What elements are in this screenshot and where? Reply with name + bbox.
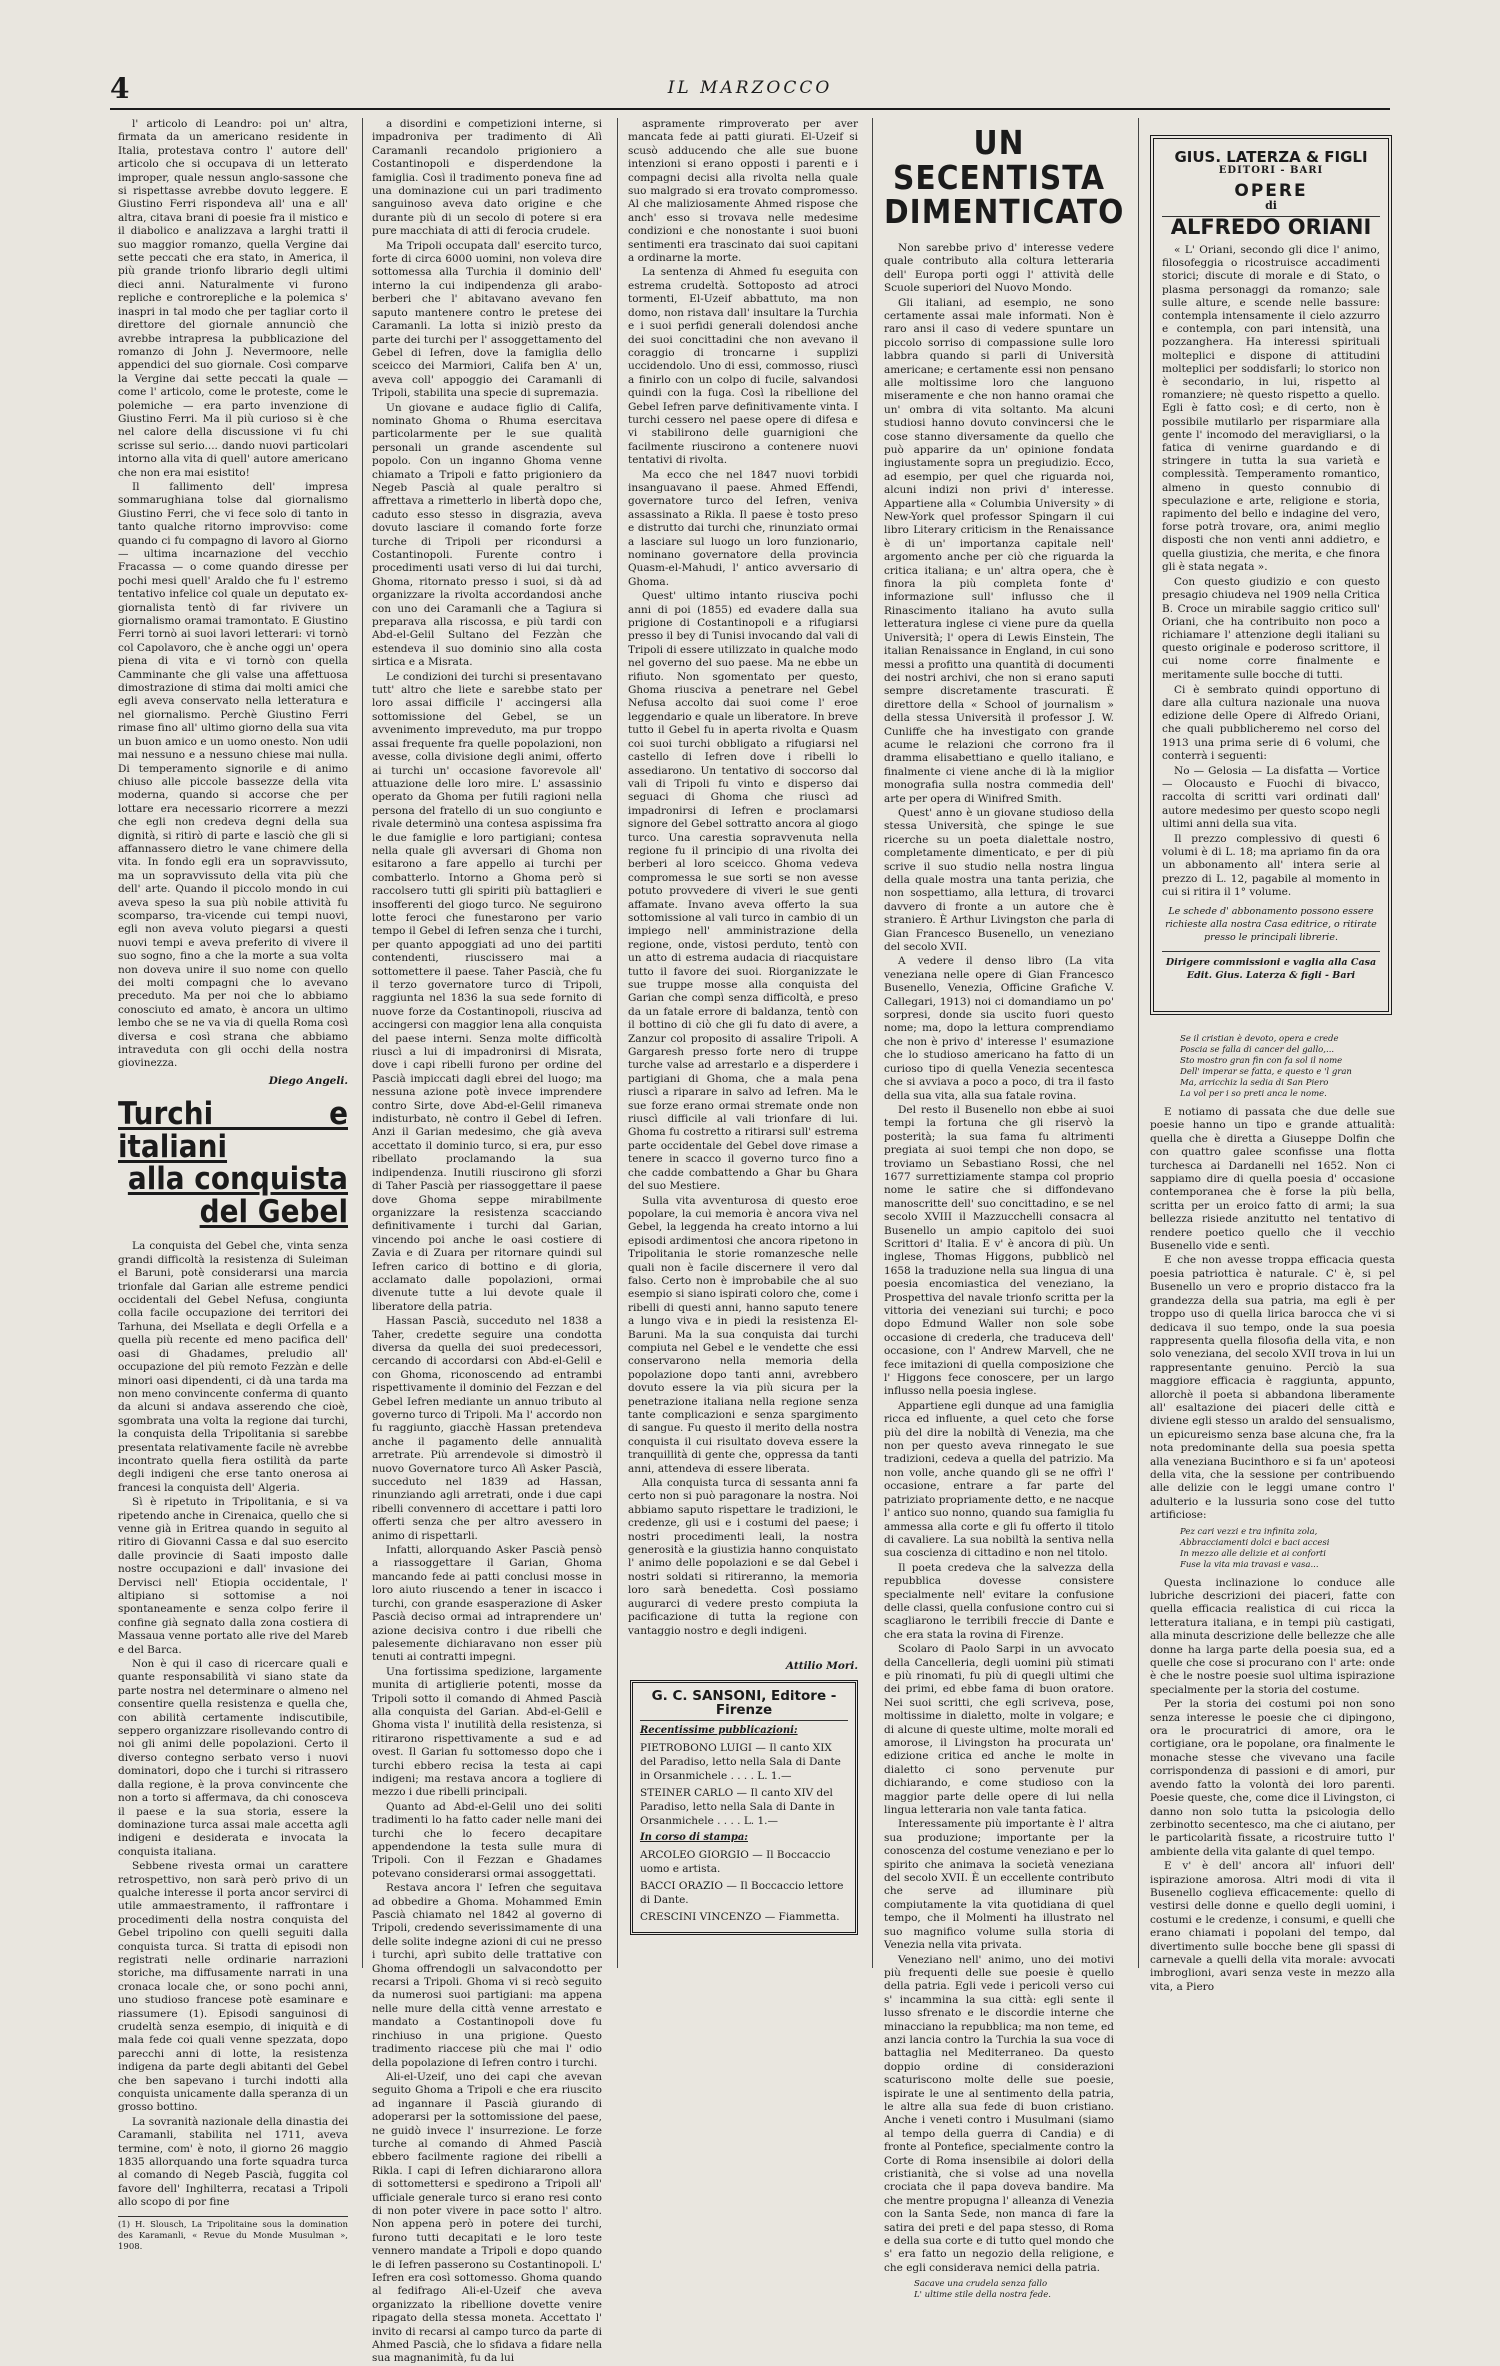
article-paragraph: Sebbene rivesta ormai un carattere retrospettivo, non sarà però privo di un qualche interesse il porta ancor servirci di utile ammaestramento, il raffrontare i procedimenti della nostra conquista del Gebel tripolino con quelli seguiti dalla conquista turca. Si tratta di episodi non registrati nelle ordinarie narrazioni storiche, ma diffusamente narrati in una cronaca locale che, or sono pochi anni, uno studioso francese potè esaminare e riassumere (1). Episodi sanguinosi di crudeltà senza esempio, di iniquità e di mala fede coi quali venne spezzata, dopo parecchi anni di lotte, la resistenza indigena da parte degli abitanti del Gebel che ben sapevano i turchi indotti alla conquista unicamente dalla speranza di un grosso bottino. (118, 1860, 348, 2114)
article-paragraph: Il poeta credeva che la salvezza della repubblica dovesse consistere specialmente nell' evitare la confusione delle classi, quella confusione contro cui si scagliarono le terribili freccie di Dante e che era stata la rovina di Firenze. (884, 1561, 1114, 1641)
ad-publisher: G. C. SANSONI, Editore - Firenze (640, 1689, 848, 1721)
advertisement-laterza (1150, 135, 1392, 1015)
article-paragraph: Veneziano nell' animo, uno dei motivi più frequenti delle sue poesie è quello della patria. Egli vede i pericoli verso cui s' incammina la sua città: egli sente il lusso sfrenato e le discordie interne che minacciano la repubblica; ma non teme, ed anzi lancia contro la Turchia la sua voce di battaglia nel Mediterraneo. Da questo doppio ordine di considerazioni scaturiscono molte delle sue poesie, ispirate le une al sentimento della patria, le altre alla sua fede di buon cristiano. Anche i veneti contro i Musulmani (siamo al tempo della guerra di Candia) e di fronte al Pontefice, specialmente contro la Corte di Roma insensibile ai dolori della cristianità, che si volse ad una novella crociata che il papa doveva bandire. Ma che mentre propugna l' alleanza di Venezia con la Santa Sede, non manca di fare la satira dei preti e del papa stesso, di Roma e della sua corte e di tutto quel mondo che s' era fatto un negozio della religione, e che egli considerava nemici della patria. (884, 1953, 1114, 2274)
article-paragraph: La conquista del Gebel che, vinta senza grandi difficoltà la resistenza di Suleiman el Baruni, potè considerarsi una marcia trionfale dal Garian alle estreme pendici occidentali del Gebel Nefusa, congiunta colla facile occupazione dei territori dei Tarhuna, dei Msellata e degli Orfella e a quella più recente ed meno pacifica dell' oasi di Ghadames, preludio all' occupazione del più remoto Fezzàn e delle minori oasi dipendenti, ci dà una tarda ma non meno convincente conferma di quanto da alcuni si andava asserendo che cioè, sgombrata una volta la regione dai turchi, la conquista della Tripolitania si sarebbe presentata relativamente facile nè avrebbe incontrato quella fiera ostilità da parte degli indigeni che erse tanto onerosa ai francesi la conquista dell' Algeria. (118, 1240, 348, 1494)
verse-line: Pez cari vezzi e tra infinita zola, (1180, 1526, 1318, 1537)
article-paragraph: Quest' ultimo intanto riusciva pochi anni di poi (1855) ed evadere dalla sua prigione di Costantinopoli e a rifugiarsi presso il bey di Tunisi invocando dal vali di Tripoli di essere utilizzato in qualche modo nel governo del suo paese. Ma ne ebbe un rifiuto. Non sgomentato per questo, Ghoma riusciva a penetrare nel Gebel Nefusa accolto dai suoi come l' eroe leggendario e quale un liberatore. In breve tutto il Gebel fu in aperta rivolta e Quasm coi suoi turchi obbligato a rifugiarsi nel castello di Iefren dove i ribelli lo assediarono. Un tentativo di soccorso dal vali di Tripoli fu vinto e disperso dai seguaci di Ghoma che riuscì ad impadronirsi di Iefren e proclamarsi signore del Gebel sottratto ancora al giogo turco. Una carestia sopravvenuta nella regione fu il principio di una rivolta dei berberi al loro sceicco. Ghoma vedeva compromessa le sue sorti se non avesse potuto provvedere di viveri le sue genti affamate. Invano aveva offerto la sua sottomissione al vali turco in cambio di un impiego nell' amministrazione della regione, onde, vistosi perduto, tentò con un atto di estrema audacia di riacquistare tutto il favore dei suoi. Riorganizzate le sue truppe mosse alla conquista del Garian che compì senza difficoltà, e preso da un fatale errore di baldanza, tentò con il bottino di ciò che gli fu dato di avere, a Zanzur col proposito di assalire Tripoli. A Gargaresh presso forte nero di truppe turche valse ad arrestarlo e a disperdere i partigiani di Ghoma, che a mala pena riuscì a riparare in salvo ad Iefren. Ma le sue forze erano ormai stremate onde non riuscì difficile al vali trionfare di lui. Ghoma fu costretto a ritirarsi sull' estrema parte occidentale del Gebel dove rimase a tenere in scacco il governo turco fino a che cadde combattendo a Ghar bu Ghara del suo Mestiere. (628, 590, 859, 1193)
article-paragraph: Questa inclinazione lo conduce alle lubriche descrizioni dei piaceri, fatte con quella efficacia realistica di cui ricca la letteratura italiana, e in tempi più castigati, alla minuta descrizione delle bellezze che alle donne ha larga parte della poesia sua, ed a quelle che cose si procurano con l' arte: onde è che le nostre poesie suol ultima ispirazione specialmente per la storia del costume. (1150, 1576, 1395, 1696)
article-paragraph: Ali-el-Uzeif, uno dei capi che avevan seguito Ghoma a Tripoli e che era riuscito ad ingannare il Pascià giurando di adoperarsi per la sottomissione del paese, ne guidò invece l' insurrezione. Le forze turche al comando di Ahmed Pascià ebbero facilmente ragione dei ribelli a Rikla. I capi di Iefren dichiararono allora di sottomettersi e spedirono a Tripoli all' ufficiale generale turco si erano resi conto di non poter vivere in pace sotto l' altro. Non appena però in potere dei turchi, furono tutti decapitati e le loro teste vennero mandate a Tripoli e dopo quando le di Iefren passerono su Costantinopoli. L' Iefren era così sottomesso. Ghoma quando al fedifrago Ali-el-Uzeif che aveva organizzato la ribellione dovette venire ripagato della stessa moneta. Accettato l' invito di recarsi al campo turco da parte di Ahmed Pascià, che lo sfidava a fidare nella sua magnanimità, fu da lui (372, 2070, 602, 2365)
article-paragraph: Non è qui il caso di ricercare quali e quante responsabilità vi siano state da parte nostra nel determinare o almeno nel consentire quella resistenza e quella che, con abilità certamente indiscutibile, seppero organizzare risollevando contro di noi gli animi delle popolazioni. Certo il diverso contegno serbato verso i nuovi dominatori, dopo che i turchi si ritrassero dalla regione, è la prova convincente che non a torto si affermava, da chi conosceva il paese e la sua storia, essere la dominazione turca assai male accetta agli indigeni e desiderata e invocata la conquista italiana. (118, 1658, 348, 1858)
verse-quote (1180, 1527, 1395, 1571)
column-divider (1138, 118, 1139, 1968)
header-rule (110, 108, 1390, 110)
article-paragraph: A vedere il denso libro (La vita veneziana nelle opere di Gian Francesco Busenello, Venezia, Officine Grafiche V. Callegari, 1913) noi ci domandiamo un po' sorpresi, donde sia uscito fuori questo nome; ma, dopo la lettura comprendiamo che non è privo d' interesse l' esumazione che lo studioso americano ha fatto di un curioso tipo di quella Venezia secentesca che si avviava a poco a poco, di tra il fasto della sua vita, alla sua fatale rovina. (884, 955, 1114, 1102)
ad-paragraph: No — Gelosia — La disfatta — Vortice — Olocausto e Fuochi di bivacco, raccolta di scritti vari ordinati dall' autore medesimo per questo scopo negli ultimi anni della sua vita. (1162, 764, 1380, 830)
ad-opere-label: OPERE (1234, 181, 1308, 202)
ad-footer: Dirigere commissioni e vaglia alla Casa Edit. Gius. Laterza & figli - Bari (1162, 951, 1380, 982)
verse-line: Poscia se falla di cancer del gallo,... (1180, 1045, 1335, 1055)
verse-line: L' ultime stile della nostra fede. (914, 2290, 1051, 2301)
article-signature: Diego Angeli. (268, 1074, 348, 1087)
ad-note: Le schede d' abbonamento possono essere richieste alla nostra Casa editrice, o ritirate presso le principali librerie. (1165, 905, 1377, 944)
article-paragraph: Interessamente più importante è l' altra sua produzione; importante per la conoscenza del costume veneziano e per lo spirito che animava la società veneziana del secolo XVII. È un eccellente contributo che serve ad illuminare più compiutamente la vita quotidiana di quel tempo, che il Molmenti ha illustrato nel suo magnifico volume sulla storia di Venezia nella vita privata. (884, 1818, 1114, 1952)
ad-paragraph: Con questo giudizio e con questo presagio chiudeva nel 1909 nella Critica B. Croce un mirabile saggio critico sull' Oriani, che ha contribuito non poco a richiamare l' attenzione degli italiani su questo originale e poderoso scrittore, il cui nome corre finalmente e meritamente sulle bocche di tutti. (1162, 576, 1380, 681)
article-signature: Attilio Mori. (785, 1660, 858, 1672)
ad-paragraph: Ci è sembrato quindi opportuno di dare alla cultura nazionale una nuova edizione delle Opere di Alfredo Oriani, che quali pubblicheremo nel corso del 1913 una prima serie di 6 volumi, che conterrà i seguenti: (1162, 683, 1380, 762)
article-paragraph: Infatti, allorquando Asker Pascià pensò a riassoggettare il Garian, Ghoma mancando fede ai patti conclusi mosse in loro aiuto riuscendo a tener in iscacco i turchi, con grande esasperazione di Asker Pascià deciso ormai ad intraprendere un' azione decisiva contro i due ribelli che palesemente dichiaravano non esser più tenuti ai contratti impegni. (372, 1544, 602, 1664)
article-paragraph: Scolaro di Paolo Sarpi in un avvocato della Cancelleria, degli uomini più stimati e più rinomati, fu più di quegli ultimi che dei primi, ed ebbe fama di buon oratore. Nei suoi scritti, che egli scriveva, pose, moltissime in dialetto, molte in volgare; e di alcune di queste ultime, molte morali ed amorose, il Livingston ha procurata un' edizione critica ed anche le molte in dialetto ci sono pervenute pur dichiarando, e come studioso con la maggior parte delle opere di lui nella lingua letteraria non vale tanta fatica. (884, 1643, 1114, 1817)
advertisement-sansoni (630, 1680, 858, 1935)
headline-line: alla conquista del Gebel (127, 1161, 348, 1230)
column-2 (372, 118, 602, 2365)
article-paragraph: Alla conquista turca di sessanta anni fa certo non si può paragonare la nostra. Noi abbiamo saputo rispettare le tradizioni, le credenze, gli usi e i costumi del paese; i nostri procedimenti leali, la nostra generosità e la giustizia hanno conquistato l' animo delle popolazioni e se dal Gebel i nostri soldati si ritireranno, la memoria loro sarà benedetta. Così possiamo augurarci di vedere presto compiuta la pacificazione di tutta la regione con vantaggio nostro e degli indigeni. (628, 1477, 858, 1637)
ad-section-label: Recentissime pubblicazioni: (640, 1725, 798, 1736)
article-paragraph: Sì è ripetuto in Tripolitania, e si va ripetendo anche in Cirenaica, quello che si venne già in Eritrea quando in seguito al ritiro di Giovanni Cassa e dal suo esercito dalle provincie di Saati imposto dalle nostre occupazioni e dall' invasione dei Dervisci nell' Etiopia occidentale, l' altipiano si sottomise a noi spontaneamente e senza colpo ferire il confine già segnato dalla zona costiera di Massaua venne portato alle rive del Mareb e del Barca. (118, 1496, 348, 1656)
article-paragraph: E che non avesse troppa efficacia questa poesia patriottica è naturale. C' è, si pel Busenello un vero e proprio distacco fra la grandezza della sua patria, ma egli è per troppo uso di quella lirica barocca che vi si dedicava il suo tempo, onde la sua poesia rappresenta quella filosofia della vita, e non solo veneziana, del secolo XVII trova in lui un rappresentante genuino. Perciò la sua maggiore efficacia è raggiunta, appunto, allorchè il poeta si abbandona liberamente all' esaltazione dei piaceri delle città e diviene egli stesso un araldo del sensualismo, un epicureismo senza base alcuna che, fra la nota predominante della sua poesia spetta alla veneziana Bucinthoro e si fa un' apoteosi della vita, che la sessione per contribuendo alle delizie con le leggi umane contro l' adulterio e la lussuria sono cose del tutto artificiose: (1150, 1254, 1395, 1522)
ad-paragraph: « L' Oriani, secondo gli dice l' animo, filosofeggia o ricostruisce accadimenti storici; discute di morale e di Stato, o plasma personaggi da romanzo; sale sulle alture, e scende nelle bassure: contempla intensamente il cielo azzurro e contempla, con pari intensità, una pozzanghera. Ha interessi spirituali molteplici e dispone di attitudini molteplici per soddisfarli; lo storico non è secondario, in lui, rispetto al romanziere; nè questo rispetto a quello. Egli è fatto così; e di certo, non è possibile mutilarlo per risparmiare alla gente l' incomodo del meravigliarsi, o la fatica di venirne guardando e di stringere in tutta la sua varietà e complessità. Temperamento romantico, almeno in questo connubio di speculazione e arte, religione e storia, rapimento del bello e indagine del vero, forse potrà trovare, ora, animi meglio disposti che non venti anni addietro, e quella giustizia, che merita, e che finora gli è stata negata ». (1162, 244, 1380, 573)
article-paragraph: Il fallimento dell' impresa sommarughiana tolse dal giornalismo Giustino Ferri, che vi fece solo di tanto in tanto qualche ritorno improvviso: come quando ci fu compagno di lavoro al Giorno — ultima incarnazione del vecchio Fracassa — o come quando diresse per pochi mesi quell' Araldo che fu l' estremo tentativo infelice col quale un deputato ex-giornalista tentò di far rivivere un giornalismo oramai tramontato. E Giustino Ferri tornò ai suoi lavori letterari: vi tornò col Capolavoro, che è anche oggi un' opera piena di vita e vi tornò con quella Camminante che gli valse una affettuosa dimostrazione di stima dai molti amici che egli aveva conservato nella letteratura e nel giornalismo. Perchè Giustino Ferri rimase fino all' ultimo giorno della sua vita un buon amico e un uomo onesto. Non udii mai nessuno e a nessuno chiese mai nulla. Di temperamento signorile e di animo chiuso alle piccole bassezze della vita moderna, quando si accorse che per lottare era necessario ricorrere a mezzi che egli non credeva degni della sua dignità, si ritirò di parte e lasciò che gli si affannassero dietro le vane chimere della vita. In fondo egli era un sopravvissuto, ma un sopravvissuto della vita più che dell' arte. Quando il piccolo mondo in cui aveva speso la sua più nobile attività fu scomparso, tra-vicende cui tempi nuovi, egli non aveva voluto piegarsi a questi nuovi tempi e aveva preferito di vivere il suo sogno, fino a che la morte a sua volta non doveva unire il suo nome con quello dei molti compagni che lo avevano preceduto. Ma per noi che lo abbiamo conosciuto ed amato, è ancora un ultimo lembo che se ne va via di quella Roma così diversa e così strana che abbiamo intraveduta con gli occhi della nostra giovinezza. (118, 480, 348, 1070)
article-paragraph: Restava ancora l' Iefren che seguitava ad obbedire a Ghoma. Mohammed Emin Pascià chiamato nel 1842 al governo di Tripoli, credendo severissimamente di una delle solite indegne azioni di cui ne presso i turchi, aprì subito delle trattative con Ghoma offrendogli un salvacondotto per recarsi a Tripoli. Ghoma vi si recò seguito da numerosi suoi partigiani: ma appena nelle mure della città venne arrestato e mandato a Costantinopoli dove fu rinchiuso in una prigione. Questo tradimento riaccese più che mai l' odio della popolazione di Iefren contro i turchi. (372, 1882, 602, 2069)
verse-line: Fuse la vita mia travasi e vasa... (1180, 1559, 1319, 1570)
article-paragraph: Hassan Pascià, succeduto nel 1838 a Taher, credette seguire una condotta diversa da quella dei suoi predecessori, cercando di accordarsi con Abd-el-Gelil e con Ghoma, riconoscendo ad entrambi rispettivamente il dominio del Fezzan e del Gebel Iefren mediante un annuo tributo al governo turco di Tripoli. Ma l' accordo non fu raggiunto, giacchè Hassan pretendeva anche il pagamento delle annualità arretrate. Più arrendevole si dimostrò il nuovo Governatore turco Alì Asker Pascià, succeduto nel 1839 ad Hassan, rinunziando agli arretrati, onde i due capi ribelli convennero di accettare i patti loro offerti senza che per altro avessero in animo di rispettarli. (372, 1315, 602, 1542)
column-4 (884, 118, 1125, 2301)
article-paragraph: Una fortissima spedizione, largamente munita di artiglierie potenti, mosse da Tripoli sotto il comando di Ahmed Pascià alla conquista del Garian. Abd-el-Gelil e Ghoma vista l' inutilità della resistenza, si ritirarono rispettivamente a sud e ad ovest. Il Garian fu sottomesso dopo che i turchi ebbero recisa la testa ai capi indigeni; ma restava ancora a togliere di mezzo i due ribelli principali. (372, 1665, 602, 1799)
ad-book-item: ARCOLEO GIORGIO — Il Boccaccio uomo e artista. (640, 1849, 831, 1875)
article-paragraph: a disordini e competizioni interne, si impadroniva per tradimento di Alì Caramanli recandolo prigioniero a Costantinopoli e disperdendone la famiglia. Così il tradimento poneva fine ad una dominazione cui un pari tradimento sanguinoso aveva dato origine e che durante più di un secolo di potere si era pure macchiata di atti di ferocia crudele. (372, 118, 602, 238)
column-5-text (1150, 1030, 1395, 1993)
page-header (110, 72, 1390, 108)
article-paragraph: Quanto ad Abd-el-Gelil uno dei soliti tradimenti lo ha fatto cader nelle mani dei turchi che lo fecero decapitare appendendone la testa sulle mura di Tripoli. Con il Fezzan e Ghadames potevano considerarsi ormai assoggettati. (372, 1800, 602, 1880)
ad-author: ALFREDO ORIANI (1162, 216, 1380, 234)
column-1 (118, 118, 348, 2252)
newspaper-title: IL MARZOCCO (667, 78, 833, 98)
ad-publisher: GIUS. LATERZA & FIGLI (1174, 148, 1368, 166)
article-paragraph: E v' è dell' ancora all' infuori dell' ispirazione amorosa. Altri modi di vita il Busenello coglieva efficacemente: quello di vestirsi delle donne e quello degli uomini, i costumi e le credenze, i consumi, e quelli che erano chiamati i popolani del tempo, dal divertimento sulle bocche bene gli spassi di carnevale a quelli della vita morale: avvocati imbroglioni, avari senza veste in mezzo alla vita, a Piero (1150, 1860, 1395, 1993)
verse-quote (914, 2279, 1114, 2301)
article-paragraph: Del resto il Busenello non ebbe ai suoi tempi la fortuna che gli riservò la posterità; la sua fama fu altrimenti pregiata ai suoi tempi che non dopo, se troviamo un Sebastiano Rossi, che nel 1677 surrettiziamente stampa col proprio nome le satire che si diffondevano manoscritte dell' suo concittadino, e se nel secolo XVIII il Mazzucchelli consacra al Busenello un ampio capitolo dei suoi Scrittori d' Italia. E v' è ancora di più. Un inglese, Thomas Higgons, pubblicò nel 1658 la traduzione nella sua lingua di una poesia encomiastica del veneziano, la Prospettiva del navale trionfo scritta per la vittoria dei veneziani sui turchi; e poco dopo Edmund Waller non sole sobe occasione di crederla, che traduceva dell' occasione, con l' Andrew Marvell, che ne fece imitazioni di quella composizione che l' Higgons fece conoscere, per un largo influsso nella poesia inglese. (884, 1103, 1114, 1398)
headline-line: Turchi e italiani (118, 1096, 348, 1165)
article-paragraph: Ma Tripoli occupata dall' esercito turco, forte di circa 6000 uomini, non voleva dire sottomessa alla Turchia il dominio dell' interno la cui indipendenza gli arabo-berberi che l' abitavano avevano fen saputo mantenere contro le pretese dei Caramanli. La lotta si iniziò presto da parte dei turchi per l' assoggettamento del Gebel di Iefren, dove la famiglia dello sceicco dei Marmiori, Califa ben A' un, aveva coll' appoggio dei Caramanli di Tripoli, stabilita una specie di supremazia. (372, 239, 602, 400)
ad-book-item: CRESCINI VINCENZO — Fiammetta. (640, 1911, 840, 1923)
verse-line: La vol per i so preti anca le nome. (1180, 1089, 1327, 1099)
ad-book-item: BACCI ORAZIO — Il Boccaccio lettore di Dante. (640, 1880, 844, 1906)
article-paragraph: Appartiene egli dunque ad una famiglia ricca ed influente, a quel ceto che forse più del dire la nobiltà di Venezia, ma che non per questo aveva rinnegato le sue tradizioni, cedeva a quella del patrizio. Ma non volle, anche quando gli se ne offrì l' occasione, entrare a far parte del patriziato propriamente detto, e ne nacque l' antico suo nonno, quando sua famiglia fu ammessa alla corte e gli fu offerto il titolo di cavaliere. La sua nobiltà la sentiva nella sua coscienza di cittadino e non nel titolo. (884, 1399, 1114, 1560)
ad-book-item: STEINER CARLO — Il canto XIV del Paradiso, letto nella Sala di Dante in Orsanmichele . . . . L. 1.— (640, 1787, 835, 1827)
article-paragraph: aspramente rimproverato per aver mancata fede ai patti giurati. El-Uzeif si scusò adducendo che alle sue buone intenzioni si erano opposti i parenti e i compagni decisi alla rivolta nella quale suo malgrado si era trovato compromesso. Al che maliziosamente Ahmed rispose che anch' esso si trovava nelle medesime condizioni e che nonostante i suoi buoni sentimenti era trascinato dai suoi capitani a ordinarne la morte. (628, 118, 858, 265)
column-divider (362, 118, 363, 1968)
column-divider (617, 118, 618, 1968)
article-headline (118, 1098, 348, 1228)
ad-paragraph: Il prezzo complessivo di questi 6 volumi è di L. 18; ma apriamo fin da ora un abbonamento all' intera serie al prezzo di L. 12, pagabile al momento in cui si ritira il 1° volume. (1162, 832, 1380, 898)
article-headline (884, 123, 1125, 232)
verse-line: Abbracciamenti dolci e baci accesi (1180, 1537, 1330, 1548)
ad-book-item: PIETROBONO LUIGI — Il canto XIX del Paradiso, letto nella Sala di Dante in Orsanmichele . . . . L. 1.— (640, 1742, 841, 1782)
article-paragraph: E notiamo di passata che due delle sue poesie hanno un tipo e grande attualità: quella che è diretta a Giuseppe Dolfin che con quattro galee sconfisse una flotta turchesca ai Dardanelli nel 1652. Non ci sappiamo dire di quella poesia d' occasione contemporanea che è forse la più bella, scritta per un eroico fatto di armi; la sua bellezza risiede anzitutto nel tentativo di rendere poetico quello che il vecchio Busenello vide e sentì. (1150, 1106, 1395, 1253)
article-paragraph: Sulla vita avventurosa di questo eroe popolare, la cui memoria è ancora viva nel Gebel, la leggenda ha creato intorno a lui episodi ardimentosi che ancora ripetono in Tripolitania le storie romanzesche nelle quali non è facile discernere il vero dal falso. Certo non è improbabile che al suo esempio si siano ispirati coloro che, come i ribelli di questi anni, hanno saputo tenere a lungo viva e in piedi la resistenza El-Baruni. Ma la sua conquista dai turchi compiuta nel Gebel e le vendette che essi conservarono nella memoria della popolazione dopo tanti anni, avrebbero dovuto essere la via più sicura per la penetrazione italiana nella regione senza tante complicazioni e senza spargimento di sangue. Fu questo il merito della nostra conquista il cui risultato doveva essere la tranquillità di gente che, oppressa da tanti anni, attendeva di essere liberata. (628, 1194, 858, 1475)
article-paragraph: Gli italiani, ad esempio, ne sono certamente assai male informati. Non è raro ansi il caso di vedere spuntare un piccolo sorriso di compassione sulle loro labbra quando si parli di Università americane; e certamente essi non pensano alle moltissime loro che languono miseramente e che non hanno oramai che un' ombra di vita soltanto. Ma alcuni studiosi hanno dovuto convincersi che le cose stanno diversamente da quello che può apparire da un' opinione fondata ingiustamente sopra un pregiudizio. Ecco, ad esempio, per quel che riguarda noi, alcuni indizi non privi d' interesse. Appartiene alla « Columbia University » di New-York quel professor Spingarn il cui libro Literary criticism in the Renaissance è di un' importanza capitale nell' argomento anche per ciò che riguarda la critica italiana; e un' altra opera, che è finora la più completa fonte d' informazione sull' influsso che il Rinascimento italiano ha avuto sulla letteratura inglese ci viene pure da quella Università; l' opera di Lewis Einstein, The italian Renaissance in England, in cui sono messi a profitto una quantità di documenti dei nostri archivi, che non si erano saputi sempre discretamente trascurati. È direttore della « School of journalism » della stessa Università il professor J. W. Cunliffe che ha investigato con grande acume le relazioni che corrono fra il dramma elisabettiano e quello italiano, e finalmente ci viene anche di là la miglior monografia sulla nostra commedia dell' arte per opera di Winifred Smith. (884, 296, 1114, 805)
verse-line: Sto mostro gran fin con fa sol il nome (1180, 1056, 1343, 1066)
verse-quote (1180, 1034, 1395, 1100)
article-paragraph: Non sarebbe privo d' interesse vedere quale contributo alla coltura letteraria dell' Europa porti oggi l' attività delle Scuole superiori del Nuovo Mondo. (884, 241, 1114, 295)
verse-line: In mezzo alle delizie et ai conforti (1180, 1548, 1326, 1559)
article-paragraph: Quest' anno è un giovane studioso della stessa Università, che spinge le sue ricerche su un poeta dialettale nostro, completamente dimenticato, e per di più scrive il suo studio nella nostra lingua della quale mostra una tanta perizia, che non sospettiamo, alla lettura, di trovarci davvero di fronte a un autore che è straniero. È Arthur Livingston che parla di Gian Francesco Busenello, un veneziano del secolo XVII. (884, 806, 1114, 954)
verse-line: Ma, arricchiz la sedia di San Piero (1180, 1078, 1329, 1088)
column-3 (628, 118, 858, 1673)
article-paragraph: La sentenza di Ahmed fu eseguita con estrema crudeltà. Sottoposto ad atroci tormenti, El-Uzeif abbattuto, ma non domo, non ristava dall' insultare la Turchia e i suoi perfidi generali dolendosi anche dei suoi concittadini che non avevano il coraggio di troncarne i supplizi uccidendolo. Uno di essi, commosso, riuscì a finirlo con un colpo di fucile, salvandosi quindi con la fuga. Così la ribellione del Gebel Iefren parve definitivamente vinta. I turchi cessero nel paese opere di difesa e vi stabilirono delle guarnigioni che facilmente riuscirono a contenere nuovi tentativi di rivolta. (628, 266, 858, 467)
article-paragraph: Un giovane e audace figlio di Califa, nominato Ghoma o Rhuma esercitava particolarmente per le sue qualità personali un grande ascendente sul popolo. Con un inganno Ghoma venne chiamato a Tripoli e fatto prigioniero da Negeb Pascià al quale peraltro si affrettava a rimetterlo in libertà dopo che, caduto esso stesso in disgrazia, aveva dovuto lasciare il comando forte forze turche di Tripoli per ricondursi a Costantinopoli. Furente contro i procedimenti usati verso di lui dai turchi, Ghoma, ritornato presso i suoi, si dà ad organizzare la rivolta accordandosi anche con uno dei Caramanli che a Tagiura si preparava alla riscossa, e più tardi con Abd-el-Gelil Sultano del Fezzàn che estendeva il suo dominio sino alla costa sirtica e a Misrata. (372, 401, 602, 669)
ad-di-label: di (1265, 198, 1277, 212)
footnote: (1) H. Slousch, La Tripolitaine sous la domination des Karamanli, « Revue du Monde Musulman », 1908. (118, 2216, 348, 2253)
article-paragraph: Le condizioni dei turchi si presentavano tutt' altro che liete e sarebbe stato per loro assai difficile l' accingersi alla sottomissione del Gebel, se un avvenimento impreveduto, ma pur troppo assai frequente fra quelle popolazioni, non avesse, colla divisione degli animi, offerto ai turchi un' occasione favorevole all' attuazione delle loro mire. L' assassinio operato da Ghoma per futili ragioni nella persona del fratello di un suo congiunto e rivale determinò una contesa aspissima fra le due famiglie e loro partigiani; contesa nella quale gli avversari di Ghoma non esitarono a fare appello ai turchi per combatterlo. Intorno a Ghoma però si raccolsero tutti gli spiriti più battaglieri e insofferenti del giogo turco. Ne seguirono lotte feroci che funestarono per vario tempo il Gebel di Iefren senza che i turchi, per quanto appoggiati ad uno dei partiti contendenti, riuscissero mai a sottomettere il paese. Taher Pascià, che fu il terzo governatore turco di Tripoli, raggiunta nel 1836 la sua sede fornito di nuove forze da Costantinopoli, riusciva ad accingersi con maggior lena alla conquista del paese interni. Senza molte difficoltà riuscì a lui di impadronirsi di Misrata, dove i capi ribelli furono per ordine del Pascià impiccati dagli ebrei del luogo; ma nessuna azione potè invece imprendere contro Sirte, dove Abd-el-Gelil rimaneva indisturbato, nè contro il Gebel di Iefren. Anzi il Garian medesimo, che già aveva accettato il dominio turco, si era, pur esso ribellato proclamando la sua indipendenza. Inutili riuscirono gli sforzi di Taher Pascià per riassoggettare il paese dove Ghoma seppe mirabilmente organizzare la resistenza scacciando definitivamente i turchi dal Garian, vincendo poi anche le oasi costiere di Zavia e di Zuara per ritornare quindi sul Iefren carico di bottino e di gloria, acclamato dalle popolazioni, ormai divenute tutte a lui devote quale il liberatore della patria. (372, 670, 602, 1313)
headline-line: DIMENTICATO (884, 192, 1125, 232)
article-paragraph: Ma ecco che nel 1847 nuovi torbidi insanguavano il paese. Ahmed Effendi, governatore turco del Iefren, veniva assassinato a Rikla. Il paese è tosto preso e distrutto dai turchi che, rinunziato ormai a lasciare sul luogo un loro funzionario, nominano governatore della provincia Quasm-el-Mahudi, l' antico avversario di Ghoma. (628, 468, 858, 588)
article-paragraph: La sovranità nazionale della dinastia dei Caramanli, stabilita nel 1711, aveva termine, com' è noto, il giorno 26 maggio 1835 allorquando una forte squadra turca al comando di Negeb Pascià, fuggita col favore dell' Inghilterra, recatasi a Tripoli allo scopo di por fine (118, 2115, 348, 2209)
verse-line: Sacave una crudela senza fallo (914, 2279, 1048, 2290)
verse-line: Dell' imperar se fatta, e questo e 'l gran (1180, 1067, 1352, 1077)
ad-section-label: In corso di stampa: (640, 1832, 748, 1843)
page-number: 4 (110, 72, 130, 105)
article-paragraph: Per la storia dei costumi poi non sono senza interesse le poesie che ci dipingono, ora le procuratrici di amore, ora le cortigiane, ora le popolane, ora finalmente le monache stesse che vivevano una facile corrispondenza di passioni e di amori, pur avendo fatto la volontà dei loro parenti. Poesie queste, che, come dice il Livingston, ci danno non solo tutta la psicologia dello zerbinotto secentesco, ma che ci aiutano, per le particolarità fissate, a ricostruire tutto l' ambiente della vita galante di quel tempo. (1150, 1698, 1395, 1858)
ad-publisher-sub: EDITORI - BARI (1218, 165, 1324, 177)
column-divider (872, 118, 873, 1968)
headline-line: UN SECENTISTA (893, 123, 1105, 197)
article-paragraph: l' articolo di Leandro: poi un' altra, firmata da un americano residente in Italia, protestava contro l' autore dell' articolo che si occupava di un letterato improper, quale nessun anglo-sassone che si rispettasse avrebbe dovuto leggere. E Giustino Ferri rispondeva all' una e all' altra, citava brani di poesie fra il mistico e il diabolico e analizzava a larghi tratti il suo maggior romanzo, quella Vergine dai sette peccati che era stato, in America, il più grande trionfo librario degli ultimi dieci anni. Naturalmente vi furono repliche e controrepliche e la polemica s' inaspri in tal modo che per tagliar corto il direttore del giornale annunciò che avrebbe intrapresa la pubblicazione del romanzo di John J. Nevermoore, nelle appendici del suo giornale. Così comparve la Vergine dai sette peccati la quale — come l' articolo, come le proteste, come le polemiche — era parto invenzione di Giustino Ferri. Ma il più curioso si è che nel calore della discussione vi fu chi scrisse sul serio.... dando nuovi particolari intorno alla vita di quell' autore americano che non era mai esistito! (118, 118, 348, 479)
verse-line: Se il cristian è devoto, opera e crede (1180, 1034, 1339, 1044)
